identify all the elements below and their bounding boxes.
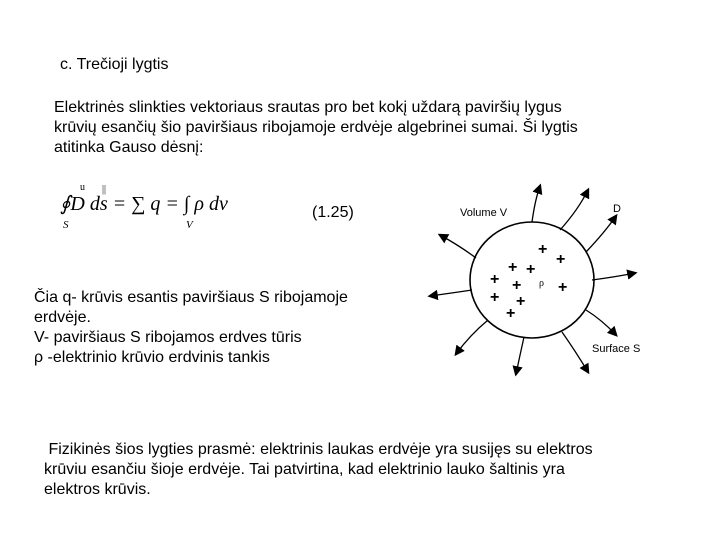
intro-paragraph [54, 98, 664, 158]
closed-surface [470, 222, 594, 338]
field-line [440, 235, 476, 258]
field-line [586, 310, 616, 335]
formula-u-mark: u [80, 182, 85, 193]
field-label: D [613, 203, 621, 215]
definition-line: erdvėje. [34, 309, 91, 326]
charge-plus: + [556, 251, 566, 268]
formula-lower-v: V [186, 219, 193, 231]
field-line [532, 186, 540, 222]
charge-plus: + [490, 289, 500, 306]
gauss-surface-diagram [420, 180, 680, 380]
section-title: c. Trečioji lygtis [60, 56, 169, 73]
formula-equation: ∮D ds = ∑ q = ∫ ρ dv [60, 193, 228, 215]
definitions [34, 288, 414, 368]
formula-bars-mark: || [102, 184, 107, 195]
meaning-line: Fizikinės šios lygties prasmė: elektrinis laukas erdvėje yra susijęs su elektros [44, 441, 593, 458]
charge-plus: + [526, 261, 536, 278]
field-line [560, 190, 588, 230]
definition-line: V- paviršiaus S ribojamos erdves tūris [34, 329, 302, 346]
intro-line: krūvių esančių šio paviršiaus ribojamoje erdvėje algebrinei sumai. Ši lygtis [54, 119, 578, 136]
charge-plus: + [538, 241, 548, 258]
field-line [430, 290, 472, 296]
field-line [562, 332, 588, 372]
charge-plus: + [516, 293, 526, 310]
charge-plus: + [490, 271, 500, 288]
field-line [586, 216, 616, 252]
equation-number: (1.25) [312, 204, 354, 221]
field-line [456, 320, 488, 354]
charge-plus: + [508, 259, 518, 276]
definition-line: ρ -elektrinio krūvio erdvinis tankis [34, 349, 270, 366]
volume-label: Volume V [460, 207, 508, 219]
meaning-line: elektros krūvis. [44, 481, 151, 498]
field-line [516, 337, 524, 374]
intro-line: Elektrinės slinkties vektoriaus srautas pro bet kokį uždarą paviršių lygus [54, 99, 562, 116]
field-line [592, 273, 635, 280]
meaning-line: krūviu esančiu šioje erdvėje. Tai patvirtina, kad elektrinio lauko šaltinis yra [44, 461, 565, 478]
gauss-law-formula [58, 180, 308, 240]
definition-line: Čia q- krūvis esantis paviršiaus S ribojamoje [34, 289, 348, 306]
physical-meaning-paragraph [44, 440, 684, 500]
charge-plus: + [558, 279, 568, 296]
charge-plus: + [512, 277, 522, 294]
intro-line: atitinka Gauso dėsnį: [54, 139, 204, 156]
rho-label: ρ [539, 278, 544, 289]
formula-lower-s: S [63, 219, 69, 231]
charge-plus: + [506, 305, 516, 322]
charges [490, 241, 567, 322]
surface-label: Surface S [592, 343, 641, 355]
